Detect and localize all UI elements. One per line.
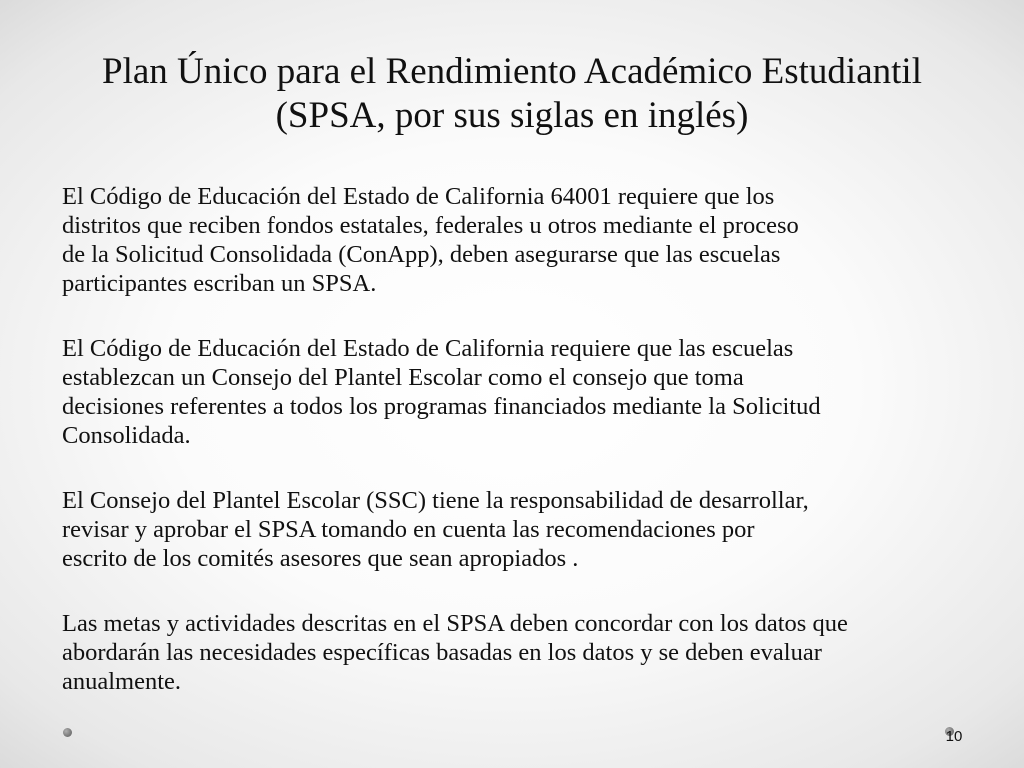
slide-title — [40, 50, 984, 138]
slide-body — [62, 182, 982, 696]
slide-title-text: Plan Único para el Rendimiento Académico Estudiantil (SPSA, por sus siglas en inglés) — [102, 51, 922, 136]
paragraph-goals-activities: Las metas y actividades descritas en el SPSA deben concordar con los datos que abordarán las necesidades específicas basadas en los datos y se deben evaluar anualmente. — [62, 610, 848, 695]
decorative-dot-left — [63, 728, 72, 737]
paragraph-education-code-64001: El Código de Educación del Estado de California 64001 requiere que los distritos que reciben fondos estatales, federales u otros mediante el proceso de la Solicitud Consolidada (ConApp), deben asegurarse que las escuelas participantes escriban un SPSA. — [62, 183, 799, 297]
paragraph-ssc-responsibility: El Consejo del Plantel Escolar (SSC) tiene la responsabilidad de desarrollar, revisar y aprobar el SPSA tomando en cuenta las recomendaciones por escrito de los comités asesores que sean apropiados . — [62, 487, 809, 572]
paragraph-school-site-council: El Código de Educación del Estado de California requiere que las escuelas establezcan un Consejo del Plantel Escolar como el consejo que toma decisiones referentes a todos los programas financiados mediante la Solicitud Consolidada. — [62, 335, 821, 449]
page-number: 10 — [945, 728, 963, 745]
